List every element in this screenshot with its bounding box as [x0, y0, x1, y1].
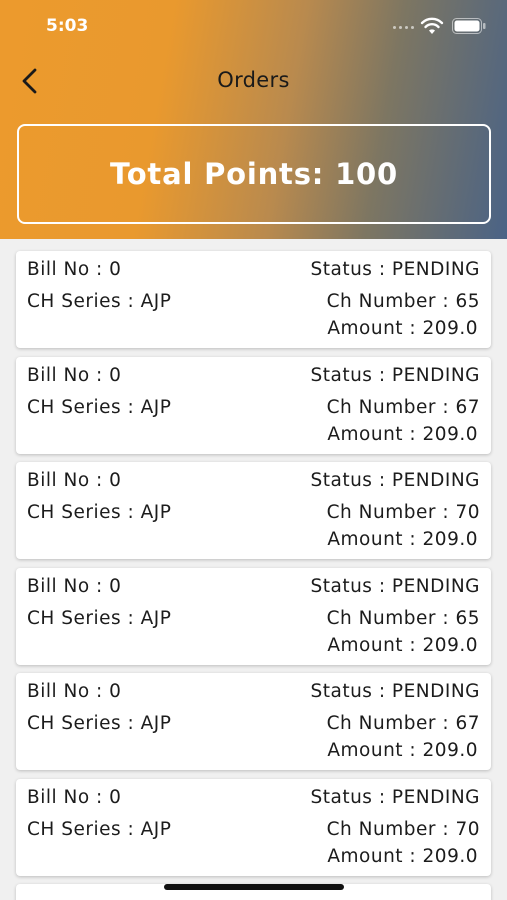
nav-bar [0, 55, 507, 107]
ch-number: Ch Number : 70 [326, 818, 480, 840]
ch-number: Ch Number : 65 [326, 291, 480, 312]
order-card[interactable] [16, 251, 491, 348]
battery-icon [452, 18, 486, 34]
status-time: 5:03 [46, 16, 89, 36]
order-status: Status : PENDING [310, 786, 480, 808]
order-amount: Amount : 209.0 [327, 318, 478, 339]
order-status: Status : PENDING [310, 259, 480, 280]
order-status: Status : PENDING [310, 364, 480, 386]
order-card[interactable] [16, 462, 491, 559]
status-bar [0, 0, 507, 50]
order-status: Status : PENDING [310, 575, 480, 597]
ch-number: Ch Number : 65 [326, 607, 480, 629]
ch-series: CH Series : AJP [27, 396, 172, 418]
order-amount: Amount : 209.0 [327, 423, 478, 445]
total-points-box [17, 124, 491, 224]
order-card[interactable] [16, 357, 491, 454]
order-card[interactable] [16, 779, 491, 876]
ch-series: CH Series : AJP [27, 818, 172, 840]
ch-series: CH Series : AJP [27, 607, 172, 629]
order-amount: Amount : 209.0 [327, 634, 478, 656]
ch-series: CH Series : AJP [27, 291, 172, 312]
order-card[interactable] [16, 568, 491, 665]
order-card[interactable] [16, 673, 491, 770]
orders-list[interactable] [16, 251, 491, 900]
order-amount: Amount : 209.0 [327, 740, 478, 761]
ch-series: CH Series : AJP [27, 713, 172, 734]
ch-series: CH Series : AJP [27, 502, 172, 523]
ch-number: Ch Number : 70 [326, 502, 480, 523]
bill-number: Bill No : 0 [27, 364, 122, 386]
bill-number: Bill No : 0 [27, 786, 122, 808]
wifi-icon [420, 17, 444, 35]
order-amount: Amount : 209.0 [327, 845, 478, 867]
order-status: Status : PENDING [310, 470, 480, 491]
home-indicator[interactable] [164, 884, 344, 890]
ch-number: Ch Number : 67 [326, 396, 480, 418]
order-amount: Amount : 209.0 [327, 529, 478, 550]
ch-number: Ch Number : 67 [326, 713, 480, 734]
order-status: Status : PENDING [310, 681, 480, 702]
bill-number: Bill No : 0 [27, 681, 122, 702]
bill-number: Bill No : 0 [27, 470, 122, 491]
header-gradient [0, 0, 507, 239]
page-title: Orders [217, 68, 290, 92]
bill-number: Bill No : 0 [27, 575, 122, 597]
cellular-signal-icon [393, 26, 414, 29]
total-points-label: Total Points: 100 [109, 157, 399, 191]
bill-number: Bill No : 0 [27, 259, 122, 280]
